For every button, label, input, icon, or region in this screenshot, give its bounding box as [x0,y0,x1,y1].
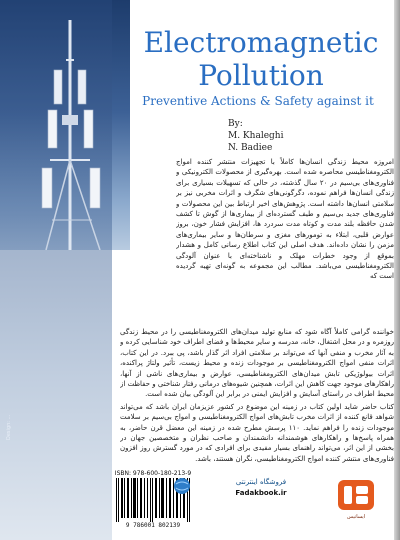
publisher-url[interactable]: Fadakbook.ir [235,489,287,497]
blurb-paragraph-1: امروزه محیط زندگی انسان‌ها کاملاً با تجهیزات منتشر کننده امواج الکترومغناطیسی محاصره شده است. بهره‌گیری از محصولات الکترونیکی و فناوری‌های بی‌سیم در ۲۰ سال گذشته، در حالی که تسهیلات بسیاری برای زندگی انسان‌ها فراهم نموده، دگرگونی‌های شگرف و اثرات مخربی نیز بر سلامتی انسان‌ها داشته است. پژوهش‌های اخیر ارتباط بین این محصولات و فناوری‌های جدید بی‌سیم و طیف گسترده‌ای از بیماری‌ها از گوش تا کشف شدن حافظه بلند مدت و کوتاه مدت سردرد ها، افزایش فشار خون، بروز عوارض قلبی، ابتلاء به تومورهای مغزی و سرطان‌ها و سایر بیماری‌های مزمن را نشان داده‌اند. هدف اصلی این کتاب اطلاع رسانی کامل و هشدار بموقع از وجود خطرات مهلک و ناشناخته‌ای با عنوان آلودگی الکترومغناطیسی می‌باشد. مطالب این مجموعه به گونه‌ای تهیه گردیده است که [176,158,394,281]
author-1: M. Khaleghi [228,131,284,141]
spine-edge [394,0,400,540]
barcode-digits: 9 786001 802139 [125,522,181,529]
title-line-1: Electromagnetic [143,26,379,59]
publisher-logo [334,476,378,526]
authors-block [228,118,348,154]
blurb-paragraph-2: خواننده گرامی کاملاً آگاه شود که منابع تولید میدان‌های الکترومغناطیسی را در محیط زندگی روزمره و در محل اشتغال، خانه، مدرسه و سایر محیط‌ها و فضای اطراف خود شناسایی کرده و به آثار مخرب و منفی آنها که می‌تواند بر سلامتی افراد اثر گذار باشد، پی ببرد. در این کتاب، اثرات منفی امواج الکترومغناطیسی بر موجودات زنده و محیط زیست، تأثیر ولتاژ پراکنده، اثرات بیولوژیکی تابش میدان‌های الکترومغناطیسی، عوارض و بیماری‌های ناشی از آنها، راهکارهای موجود جهت کاهش این اثرات، همچنین شیوه‌های درمانی رفتار شناختی و حفاظت از محیط اطراف در راستای آسایش و افزایش ایمنی در برابر این آلودگی بیان شده است. [120,328,394,399]
author-2: N. Badiee [228,143,273,153]
side-credit: Design: ... [6,414,12,440]
blurb-paragraph-3: کتاب حاضر شاید اولین کتاب در زمینه این موضوع در کشور عزیزمان ایران باشد که می‌تواند شواهد قانع کننده از اثرات مخرب تابش‌های امواج الکترومغناطیسی و امواج بی‌سیم بر سلامت موجودات زنده را فراهم نماید. ۱۱۰ پرسش مطرح شده در زمینه این معضل قرن حاضر، به همراه پاسخ‌ها و راهکارهای هوشمندانه دانشمندان و صاحب نظران و متخصصین جهان در بخشی از این اثر، می‌تواند راهنمای بسیار مفیدی برای افرادی که در مورد گسترش روز افزون فناوری‌های منتشر کننده امواج الکترومغناطیسی، نگران هستند، باشد. [120,402,394,463]
book-title [130,26,392,92]
blurb-continued [120,327,394,465]
isbn-label: ISBN: 978-600-180-213-9 [114,470,192,477]
publisher-logo-icon [334,476,378,514]
publisher-name: فروشگاه اینترنتی [235,478,287,486]
antenna-tower-image [40,20,110,250]
title-line-2: Pollution [198,59,324,92]
book-subtitle: Preventive Actions & Safety against it [142,94,374,108]
globe-icon [172,476,192,496]
publisher-site[interactable] [216,478,306,497]
logo-caption: ایساتیس [346,514,366,520]
by-label: By: [228,119,243,129]
